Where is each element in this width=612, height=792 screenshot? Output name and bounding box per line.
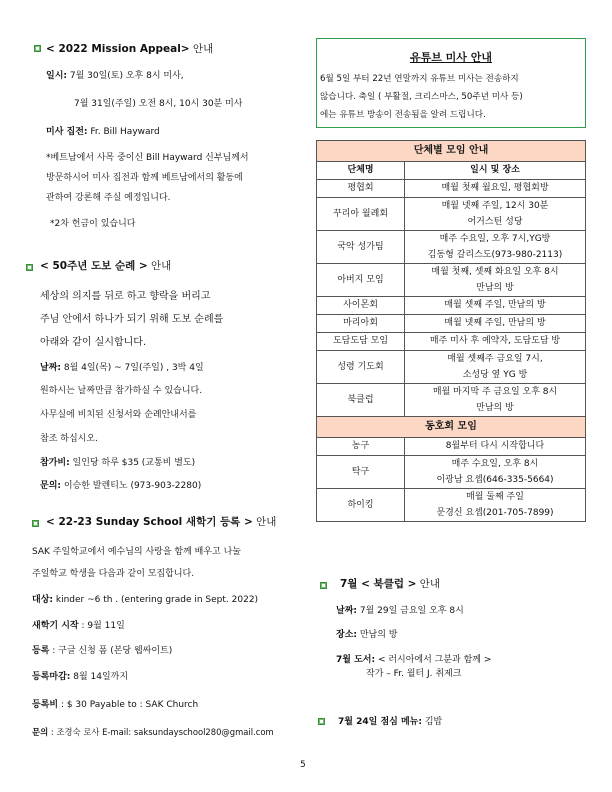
group-info-cell (405, 351, 586, 384)
youtube-notice-box (316, 38, 586, 128)
table-row (317, 297, 586, 315)
page-number: 5 (300, 760, 306, 770)
group-name-cell: 국악 성가팀 (317, 231, 405, 264)
pilgrimage-contact: 문의: 이승한 발렌티노 (973-903-2280) (40, 481, 202, 491)
group-info-line: 매월 첫째 월요일, 평협회방 (441, 183, 549, 193)
group-info-cell (405, 180, 586, 198)
green-bullet-icon (320, 582, 327, 589)
group-info-line: 이광남 요셉(646-335-5664) (436, 475, 554, 485)
sunday-school-contact: 문의 : 조경숙 로사 E-mail: saksundayschool280@gmail.com (32, 727, 274, 737)
youtube-notice-title: 유튜브 미사 안내 (409, 51, 493, 64)
group-info-cell (405, 315, 586, 333)
table-row (317, 231, 586, 264)
group-info-cell (405, 264, 586, 297)
green-bullet-icon (32, 520, 39, 527)
table-row (317, 315, 586, 333)
group-info-line: 매주 수요일, 오후 7시,YG방 (439, 234, 551, 244)
pilgrimage-line2: 사무실에 비치된 신청서와 순례안내서를 (40, 410, 197, 420)
group-name-cell: 평협회 (317, 180, 405, 198)
group-name-cell: 꾸리아 월례회 (317, 198, 405, 231)
group-name-cell: 탁구 (317, 456, 405, 489)
sunday-school-title: < 22-23 Sunday School 새학기 등록 > 안내 (46, 516, 277, 528)
group-info-cell (405, 489, 586, 522)
club-row (317, 438, 586, 456)
group-schedule-table (316, 140, 586, 522)
group-info-line: 매월 첫째, 셋째 화요일 오후 8시 (431, 267, 559, 277)
group-info-line: 매월 셋째 주일, 만남의 방 (444, 300, 546, 310)
pilgrimage-line1: 원하시는 날짜만큼 참가하실 수 있습니다. (40, 386, 203, 396)
bookclub-book: 7월 도서: < 러시아에서 그분과 함께 > (336, 655, 492, 665)
group-info-line: 매월 넷째 주일, 만남의 방 (444, 318, 546, 328)
group-name-cell: 하이킹 (317, 489, 405, 522)
pilgrimage-intro2: 주님 안에서 하나가 되기 위해 도보 순례를 (40, 314, 224, 325)
table-row (317, 180, 586, 198)
group-info-line: 매월 둘째 주일 (466, 492, 524, 502)
sunday-school-fee: 등록비 : $ 30 Payable to : SAK Church (32, 700, 199, 710)
pilgrimage-line3: 참조 하십시오. (40, 434, 98, 444)
sunday-school-deadline: 등록마감: 8월 14일까지 (32, 672, 129, 682)
mission-appeal-title: < 2022 Mission Appeal> 안내 (46, 43, 214, 55)
table-row (317, 384, 586, 417)
sunday-school-intro1: SAK 주일학교에서 예수님의 사랑을 함께 배우고 나눌 (32, 547, 241, 557)
mission-date-line1: 일시: 7월 30일(토) 오후 8시 미사, (46, 71, 184, 81)
sunday-school-target: 대상: kinder ~6 th . (entering grade in Sept. 2022) (32, 595, 259, 605)
mission-desc-line2: 방문하시어 미사 집전과 함께 베트남에서의 활동에 (46, 173, 243, 183)
table-row (317, 198, 586, 231)
schedule-title: 단체별 모임 안내 (317, 141, 586, 162)
club-row (317, 456, 586, 489)
group-name-cell: 도담도담 모임 (317, 333, 405, 351)
group-info-line: 소성당 옆 YG 방 (462, 370, 528, 380)
club-section-title: 동호회 모임 (317, 417, 586, 438)
group-info-line: 매주 미사 후 예약자, 도담도담 방 (429, 336, 561, 346)
green-bullet-icon (26, 264, 33, 271)
lunch-menu: 7월 24일 점심 메뉴: 김밥 (338, 717, 443, 727)
green-bullet-icon (34, 45, 41, 52)
group-info-cell (405, 438, 586, 456)
table-row (317, 351, 586, 384)
club-row (317, 489, 586, 522)
youtube-notice-line2: 않습니다. 축일 ( 부활절, 크리스마스, 50주년 미사 등) (320, 92, 523, 102)
mission-note: *2차 헌금이 있습니다 (50, 219, 136, 229)
group-info-line: 매월 마지막 주 금요일 오후 8시 (432, 387, 558, 397)
group-info-cell (405, 456, 586, 489)
green-bullet-icon (318, 718, 325, 725)
group-name-cell: 사이몬회 (317, 297, 405, 315)
pilgrimage-title: < 50주년 도보 순례 > 안내 (40, 260, 172, 272)
mission-desc-line3: 관하여 강론해 주실 예정입니다. (46, 193, 171, 203)
sunday-school-start: 새학기 시작 : 9월 11일 (32, 621, 125, 631)
bookclub-place: 장소: 만남의 방 (336, 630, 398, 640)
table-row (317, 264, 586, 297)
group-info-cell (405, 297, 586, 315)
group-info-line: 어거스틴 성당 (467, 217, 523, 227)
group-name-cell: 마리아회 (317, 315, 405, 333)
sunday-school-registration: 등록 : 구글 신청 폼 (본당 웹싸이트) (32, 646, 173, 656)
pilgrimage-intro3: 아래와 같이 실시합니다. (40, 337, 147, 348)
column-header-time-place: 일시 및 장소 (405, 162, 586, 180)
group-info-cell (405, 384, 586, 417)
mission-desc-line1: *베트남에서 사목 중이신 Bill Hayward 신부님께서 (46, 153, 249, 163)
bookclub-author: 작가 – Fr. 월터 J. 취제크 (366, 669, 462, 679)
mission-date-line2: 7월 31일(주일) 오전 8시, 10시 30분 미사 (74, 99, 243, 109)
group-info-line: 8월부터 다시 시작합니다 (445, 441, 545, 451)
group-info-cell (405, 198, 586, 231)
pilgrimage-fee: 참가비: 일인당 하루 $35 (교통비 별도) (40, 458, 196, 468)
table-row (317, 333, 586, 351)
group-name-cell: 아버지 모임 (317, 264, 405, 297)
pilgrimage-intro1: 세상의 의지를 뒤로 하고 향락을 버리고 (40, 291, 211, 302)
group-info-line: 만남의 방 (476, 283, 514, 293)
column-header-group: 단체명 (317, 162, 405, 180)
group-info-cell (405, 231, 586, 264)
group-info-line: 만남의 방 (476, 403, 514, 413)
group-info-line: 매월 셋째주 금요일 7시, (447, 354, 543, 364)
group-info-cell (405, 333, 586, 351)
group-name-cell: 농구 (317, 438, 405, 456)
sunday-school-intro2: 주일학교 학생을 다음과 같이 모집합니다. (32, 569, 195, 579)
group-info-line: 매주 수요일, 오후 8시 (451, 459, 539, 469)
bookclub-date: 날짜: 7월 29일 금요일 오후 8시 (336, 606, 464, 616)
group-info-line: 문경신 요셉(201-705-7899) (436, 508, 554, 518)
group-info-line: 매월 넷째 주일, 12시 30분 (441, 201, 549, 211)
mission-celebrant: 미사 집전: Fr. Bill Hayward (46, 127, 160, 137)
group-info-line: 김동형 갈리스도(973-980-2113) (427, 250, 563, 260)
group-name-cell: 성령 기도회 (317, 351, 405, 384)
youtube-notice-line3: 에는 유튜브 방송이 전송됨을 알려 드립니다. (320, 110, 486, 120)
bookclub-title: 7월 < 북클럽 > 안내 (340, 578, 441, 590)
group-name-cell: 북클럽 (317, 384, 405, 417)
youtube-notice-line1: 6월 5일 부터 22년 연말까지 유튜브 미사는 전송하지 (320, 74, 519, 84)
pilgrimage-date: 날짜: 8월 4일(목) ~ 7일(주일) , 3박 4일 (40, 363, 204, 373)
